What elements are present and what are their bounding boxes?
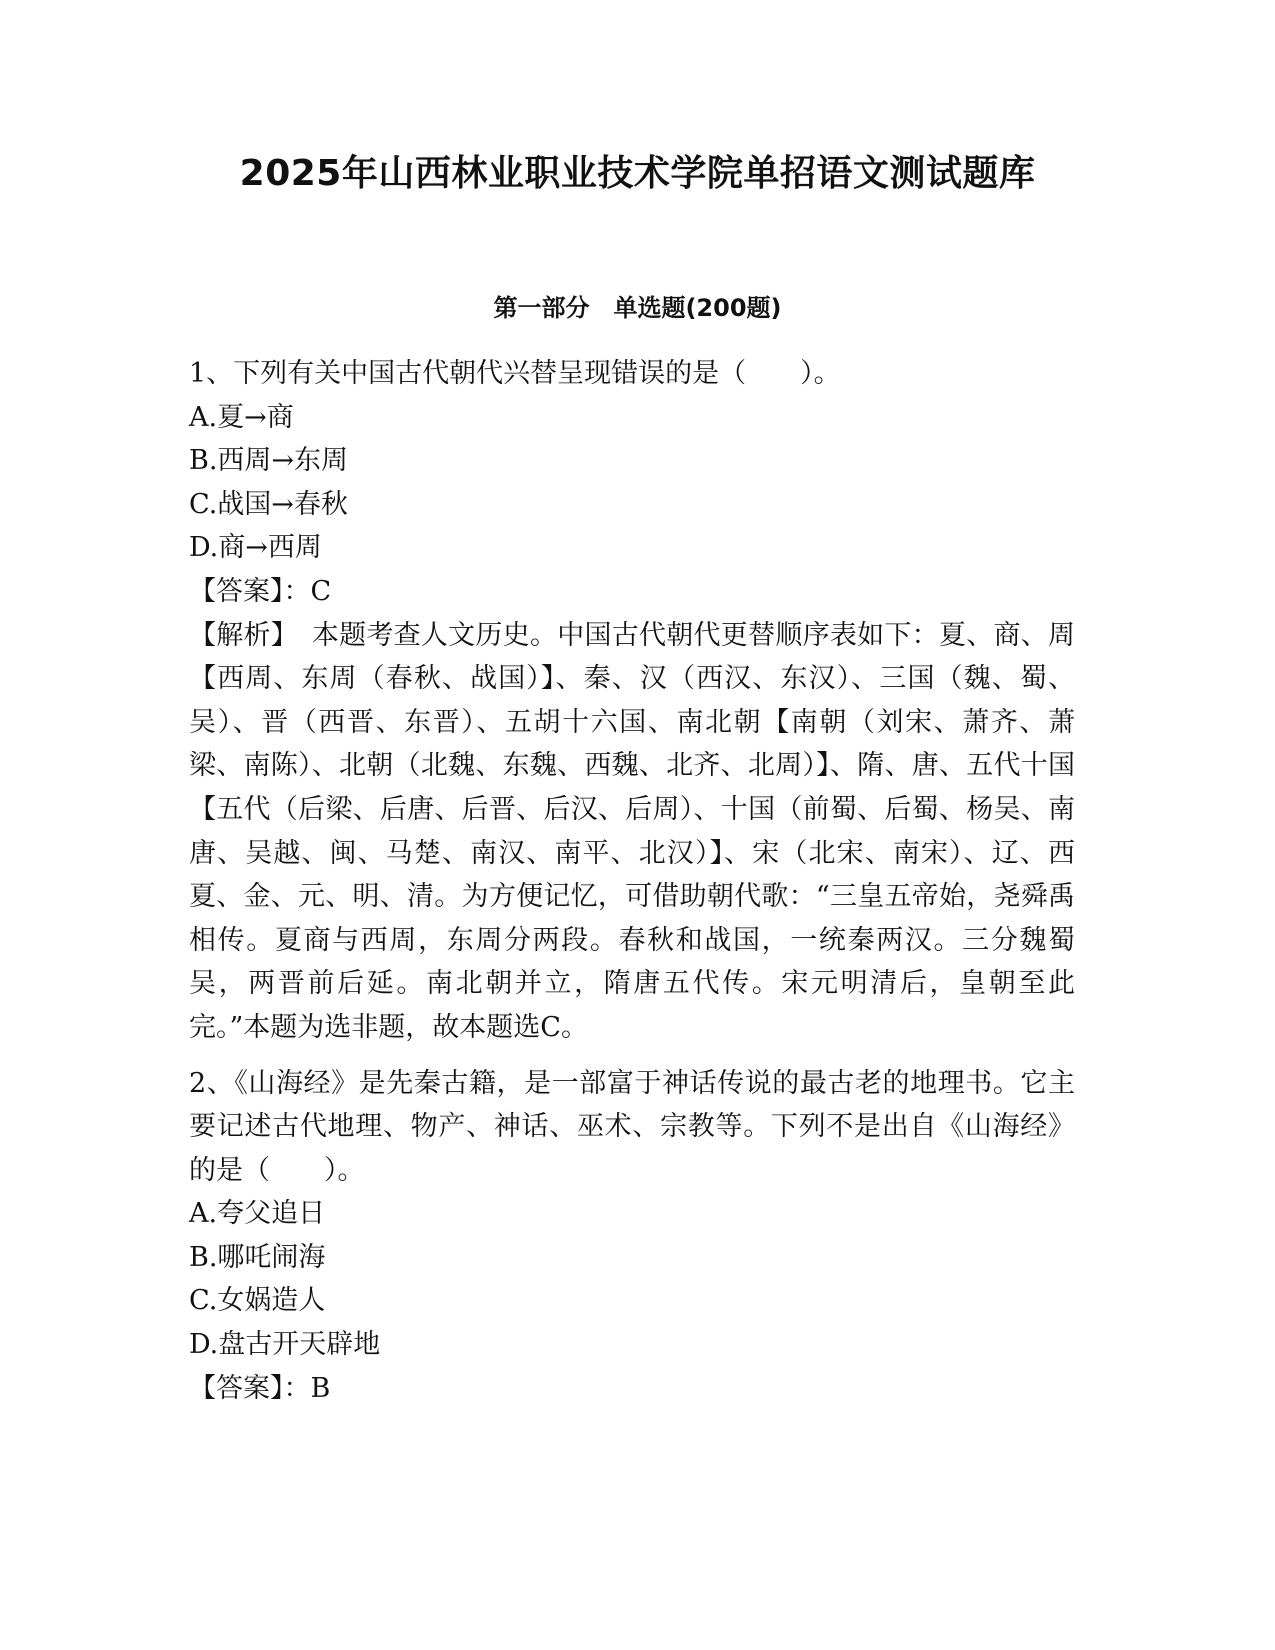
answer-line: 【答案】：C	[189, 575, 332, 607]
option-b: B.哪吒闹海	[189, 1241, 326, 1273]
question-list	[189, 352, 1075, 1410]
option-b: B.西周→东周	[189, 445, 349, 477]
option-c: C.战国→春秋	[189, 488, 348, 520]
question-1	[189, 352, 1075, 1050]
question-2	[189, 1062, 1075, 1411]
answer-line: 【答案】：B	[189, 1372, 331, 1404]
document-title: 2025年山西林业职业技术学院单招语文测试题库	[239, 153, 1036, 194]
option-c: C.女娲造人	[189, 1285, 326, 1317]
option-a: A.夸父追日	[189, 1198, 326, 1230]
option-d: D.盘古开天辟地	[189, 1329, 381, 1361]
option-a: A.夏→商	[189, 401, 294, 433]
analysis-paragraph: 【解析】 本题考查人文历史。中国古代朝代更替顺序表如下：夏、商、周【西周、东周（春秋、战国）】、秦、汉（西汉、东汉）、三国（魏、蜀、吴）、晋（西晋、东晋）、五胡十六国、南北朝【南朝（刘宋、萧齐、萧梁、南陈）、北朝（北魏、东魏、西魏、北齐、北周）】、隋、唐、五代十国【五代（后梁、后唐、后晋、后汉、后周）、十国（前蜀、后蜀、杨吴、南唐、吴越、闽、马楚、南汉、南平、北汉）】、宋（北宋、南宋）、辽、西夏、金、元、明、清。为方便记忆，可借助朝代歌：“三皇五帝始，尧舜禹相传。夏商与西周，东周分两段。春秋和战国，一统秦两汉。三分魏蜀吴，两晋前后延。南北朝并立，隋唐五代传。宋元明清后，皇朝至此完。”本题为选非题，故本题选C。	[189, 619, 1075, 1043]
question-stem: 1、下列有关中国古代朝代兴替呈现错误的是（ ）。	[189, 358, 841, 389]
question-stem: 2、《山海经》是先秦古籍，是一部富于神话传说的最古老的地理书。它主要记述古代地理、物产、神话、巫术、宗教等。下列不是出自《山海经》的是（ ）。	[189, 1067, 1075, 1186]
option-d: D.商→西周	[189, 532, 322, 564]
section-heading: 第一部分 单选题(200题)	[493, 294, 782, 322]
